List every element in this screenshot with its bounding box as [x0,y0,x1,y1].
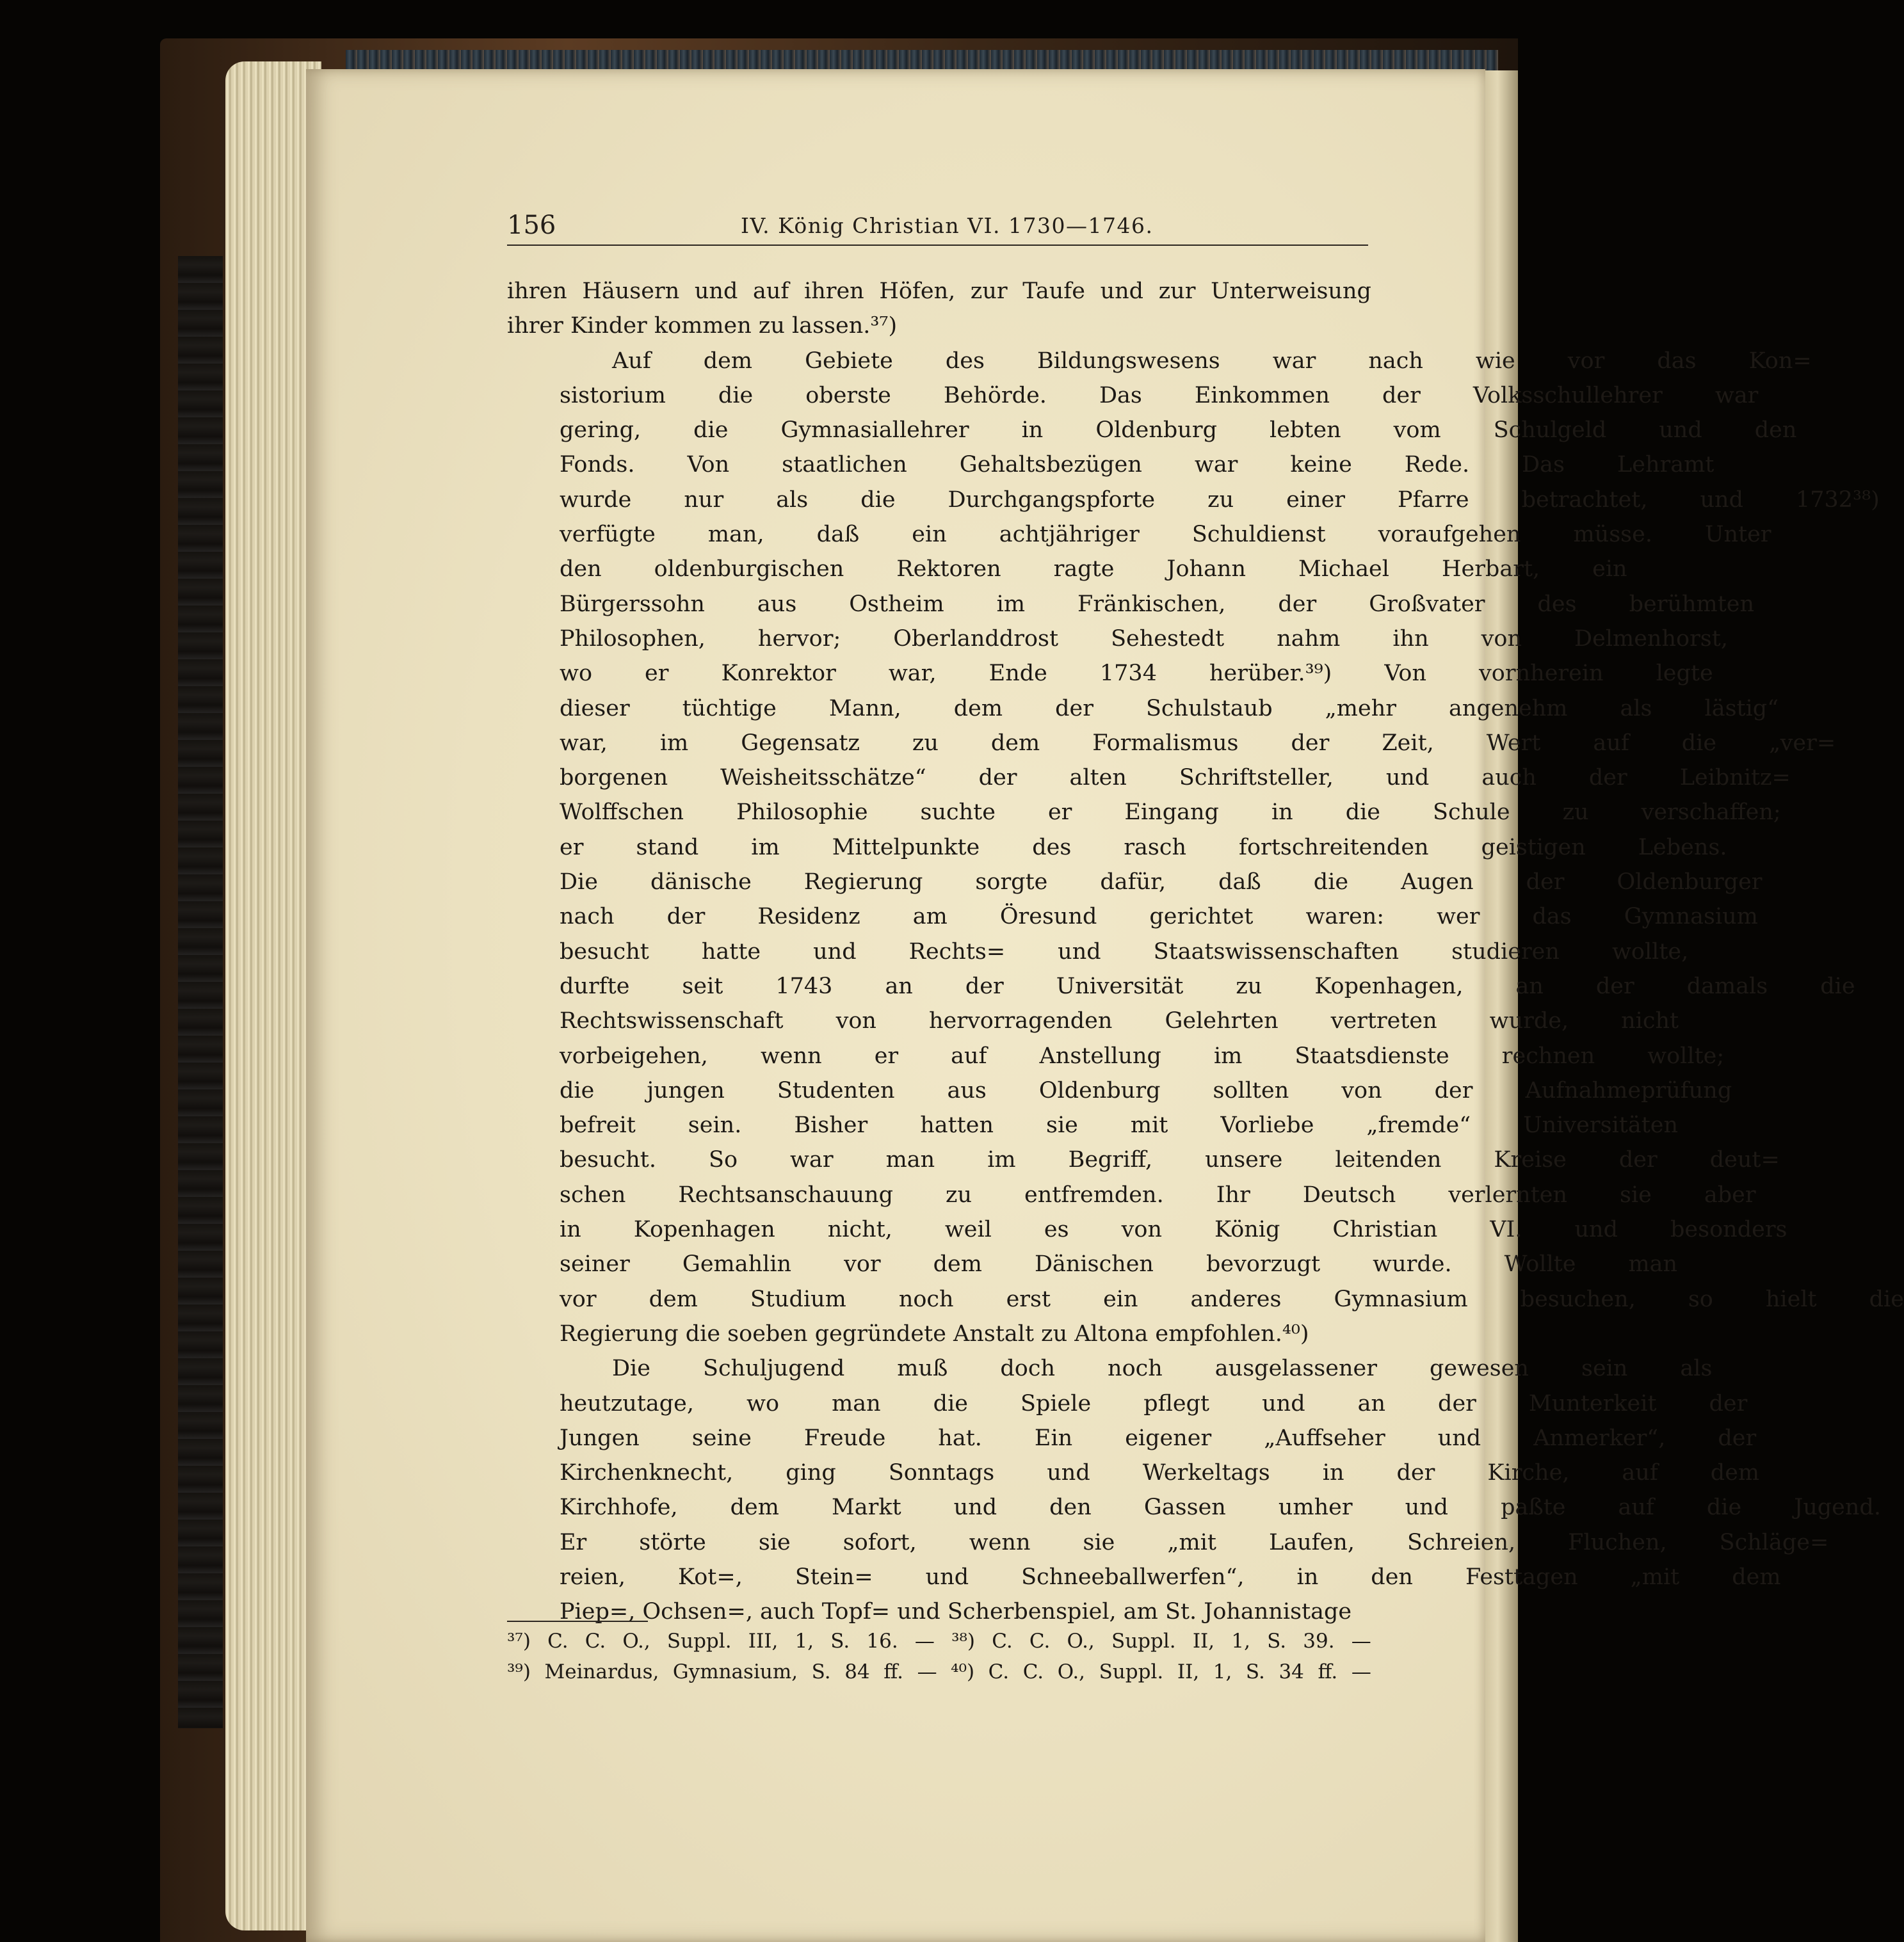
text-line: Bürgerssohn aus Ostheim im Fränkischen, der Großvater des berühmten [560,591,1755,617]
text-line: wo er Konrektor war, Ende 1734 herüber.³⁹) Von vornherein legte [560,661,1713,687]
text-line: besucht hatte und Rechts= und Staatswissenschaften studieren wollte, [560,938,1689,965]
text-line: Kirchhofe, dem Markt und den Gassen umher und paßte auf die Jugend. [560,1495,1881,1521]
text-line: er stand im Mittelpunkte des rasch fortschreitenden geistigen Lebens. [560,834,1727,860]
text-line: dieser tüchtige Mann, dem der Schulstaub „mehr angenehm als lästig“ [560,695,1779,721]
text-line: ihrer Kinder kommen zu lassen.³⁷) [507,313,898,339]
text-line: Er störte sie sofort, wenn sie „mit Laufen, Schreien, Fluchen, Schläge= [560,1529,1829,1555]
text-line: sistorium die oberste Behörde. Das Einkommen der Volksschullehrer war [560,382,1759,408]
text-line: Fonds. Von staatlichen Gehaltsbezügen war keine Rede. Das Lehramt [560,452,1714,478]
text-line: Philosophen, hervor; Oberlanddrost Sehestedt nahm ihn von Delmenhorst, [560,625,1728,652]
text-line: heutzutage, wo man die Spiele pflegt und an der Munterkeit der [560,1390,1748,1416]
paragraph [507,344,1904,1352]
text-line: seiner Gemahlin vor dem Dänischen bevorzugt wurde. Wollte man [560,1251,1678,1278]
text-line: Piep=, Ochsen=, auch Topf= und Scherbenspiel, am St. Johannistage [560,1599,1352,1625]
page-number: 156 [507,211,556,240]
text-line: verfügte man, daß ein achtjähriger Schuldienst voraufgehen müsse. Unter [560,522,1771,548]
text-line: Auf dem Gebiete des Bildungswesens war nach wie vor das Kon= [612,348,1812,374]
running-head [507,209,1368,246]
text-line: vorbeigehen, wenn er auf Anstellung im Staatsdienste rechnen wollte; [560,1043,1725,1069]
text-line: reien, Kot=, Stein= und Schneeballwerfen“, in den Festtagen „mit dem [560,1564,1781,1590]
body-text [507,274,1904,1630]
text-line: borgenen Weisheitsschätze“ der alten Schriftsteller, und auch der Leibnitz= [560,765,1791,791]
paragraph [507,274,1371,344]
text-line: Die dänische Regierung sorgte dafür, daß die Augen der Oldenburger [560,869,1763,895]
book-headband [346,50,1498,72]
text-line: in Kopenhagen nicht, weil es von König Christian VI. und besonders [560,1217,1787,1243]
text-line: vor dem Studium noch erst ein anderes Gymnasium besuchen, so hielt die [560,1286,1904,1312]
footnote-rule [507,1621,648,1622]
text-line: gering, die Gymnasiallehrer in Oldenburg lebten vom Schulgeld und den [560,417,1797,444]
text-line: den oldenburgischen Rektoren ragte Johann Michael Herbart, ein [560,556,1627,582]
text-line: schen Rechtsanschauung zu entfremden. Ihr Deutsch verlernten sie aber [560,1182,1756,1208]
text-line: war, im Gegensatz zu dem Formalismus der Zeit, Wert auf die „ver= [560,730,1836,756]
text-line: wurde nur als die Durchgangspforte zu einer Pfarre betrachtet, und 1732³⁸) [560,486,1880,513]
text-line: Kirchenknecht, ging Sonntags und Werkeltags in der Kirche, auf dem [560,1460,1760,1486]
chapter-title: IV. König Christian VI. 1730—1746. [741,213,1154,238]
text-line: Die Schuljugend muß doch noch ausgelassener gewesen sein als [612,1356,1713,1382]
text-line: besucht. So war man im Begriff, unsere leitenden Kreise der deut= [560,1147,1780,1173]
footnote-line: ³⁹) Meinardus, Gymnasium, S. 84 ff. — ⁴⁰) C. C. O., Suppl. II, 1, S. 34 ff. — [507,1660,1371,1683]
text-line: Rechtswissenschaft von hervorragenden Gelehrten vertreten wurde, nicht [560,1008,1679,1034]
text-line: nach der Residenz am Öresund gerichtet waren: wer das Gymnasium [560,904,1758,930]
footnotes [507,1626,1371,1687]
text-line: Jungen seine Freude hat. Ein eigener „Auffseher und Anmerker“, der [560,1425,1757,1451]
footnote-line: ³⁷) C. C. O., Suppl. III, 1, S. 16. — ³⁸) C. C. O., Suppl. II, 1, S. 39. — [507,1630,1371,1653]
book-spine-binding [178,256,223,1728]
text-line: Regierung die soeben gegründete Anstalt zu Altona empfohlen.⁴⁰) [560,1320,1309,1347]
text-line: die jungen Studenten aus Oldenburg sollten von der Aufnahmeprüfung [560,1077,1732,1103]
text-line: Wolffschen Philosophie suchte er Eingang in die Schule zu verschaffen; [560,799,1781,826]
text-line: ihren Häusern und auf ihren Höfen, zur Taufe und zur Unterweisung [507,278,1371,304]
text-line: durfte seit 1743 an der Universität zu Kopenhagen, an der damals die [560,973,1855,999]
text-line: befreit sein. Bisher hatten sie mit Vorliebe „fremde“ Universitäten [560,1112,1679,1139]
paragraph [507,1351,1881,1629]
